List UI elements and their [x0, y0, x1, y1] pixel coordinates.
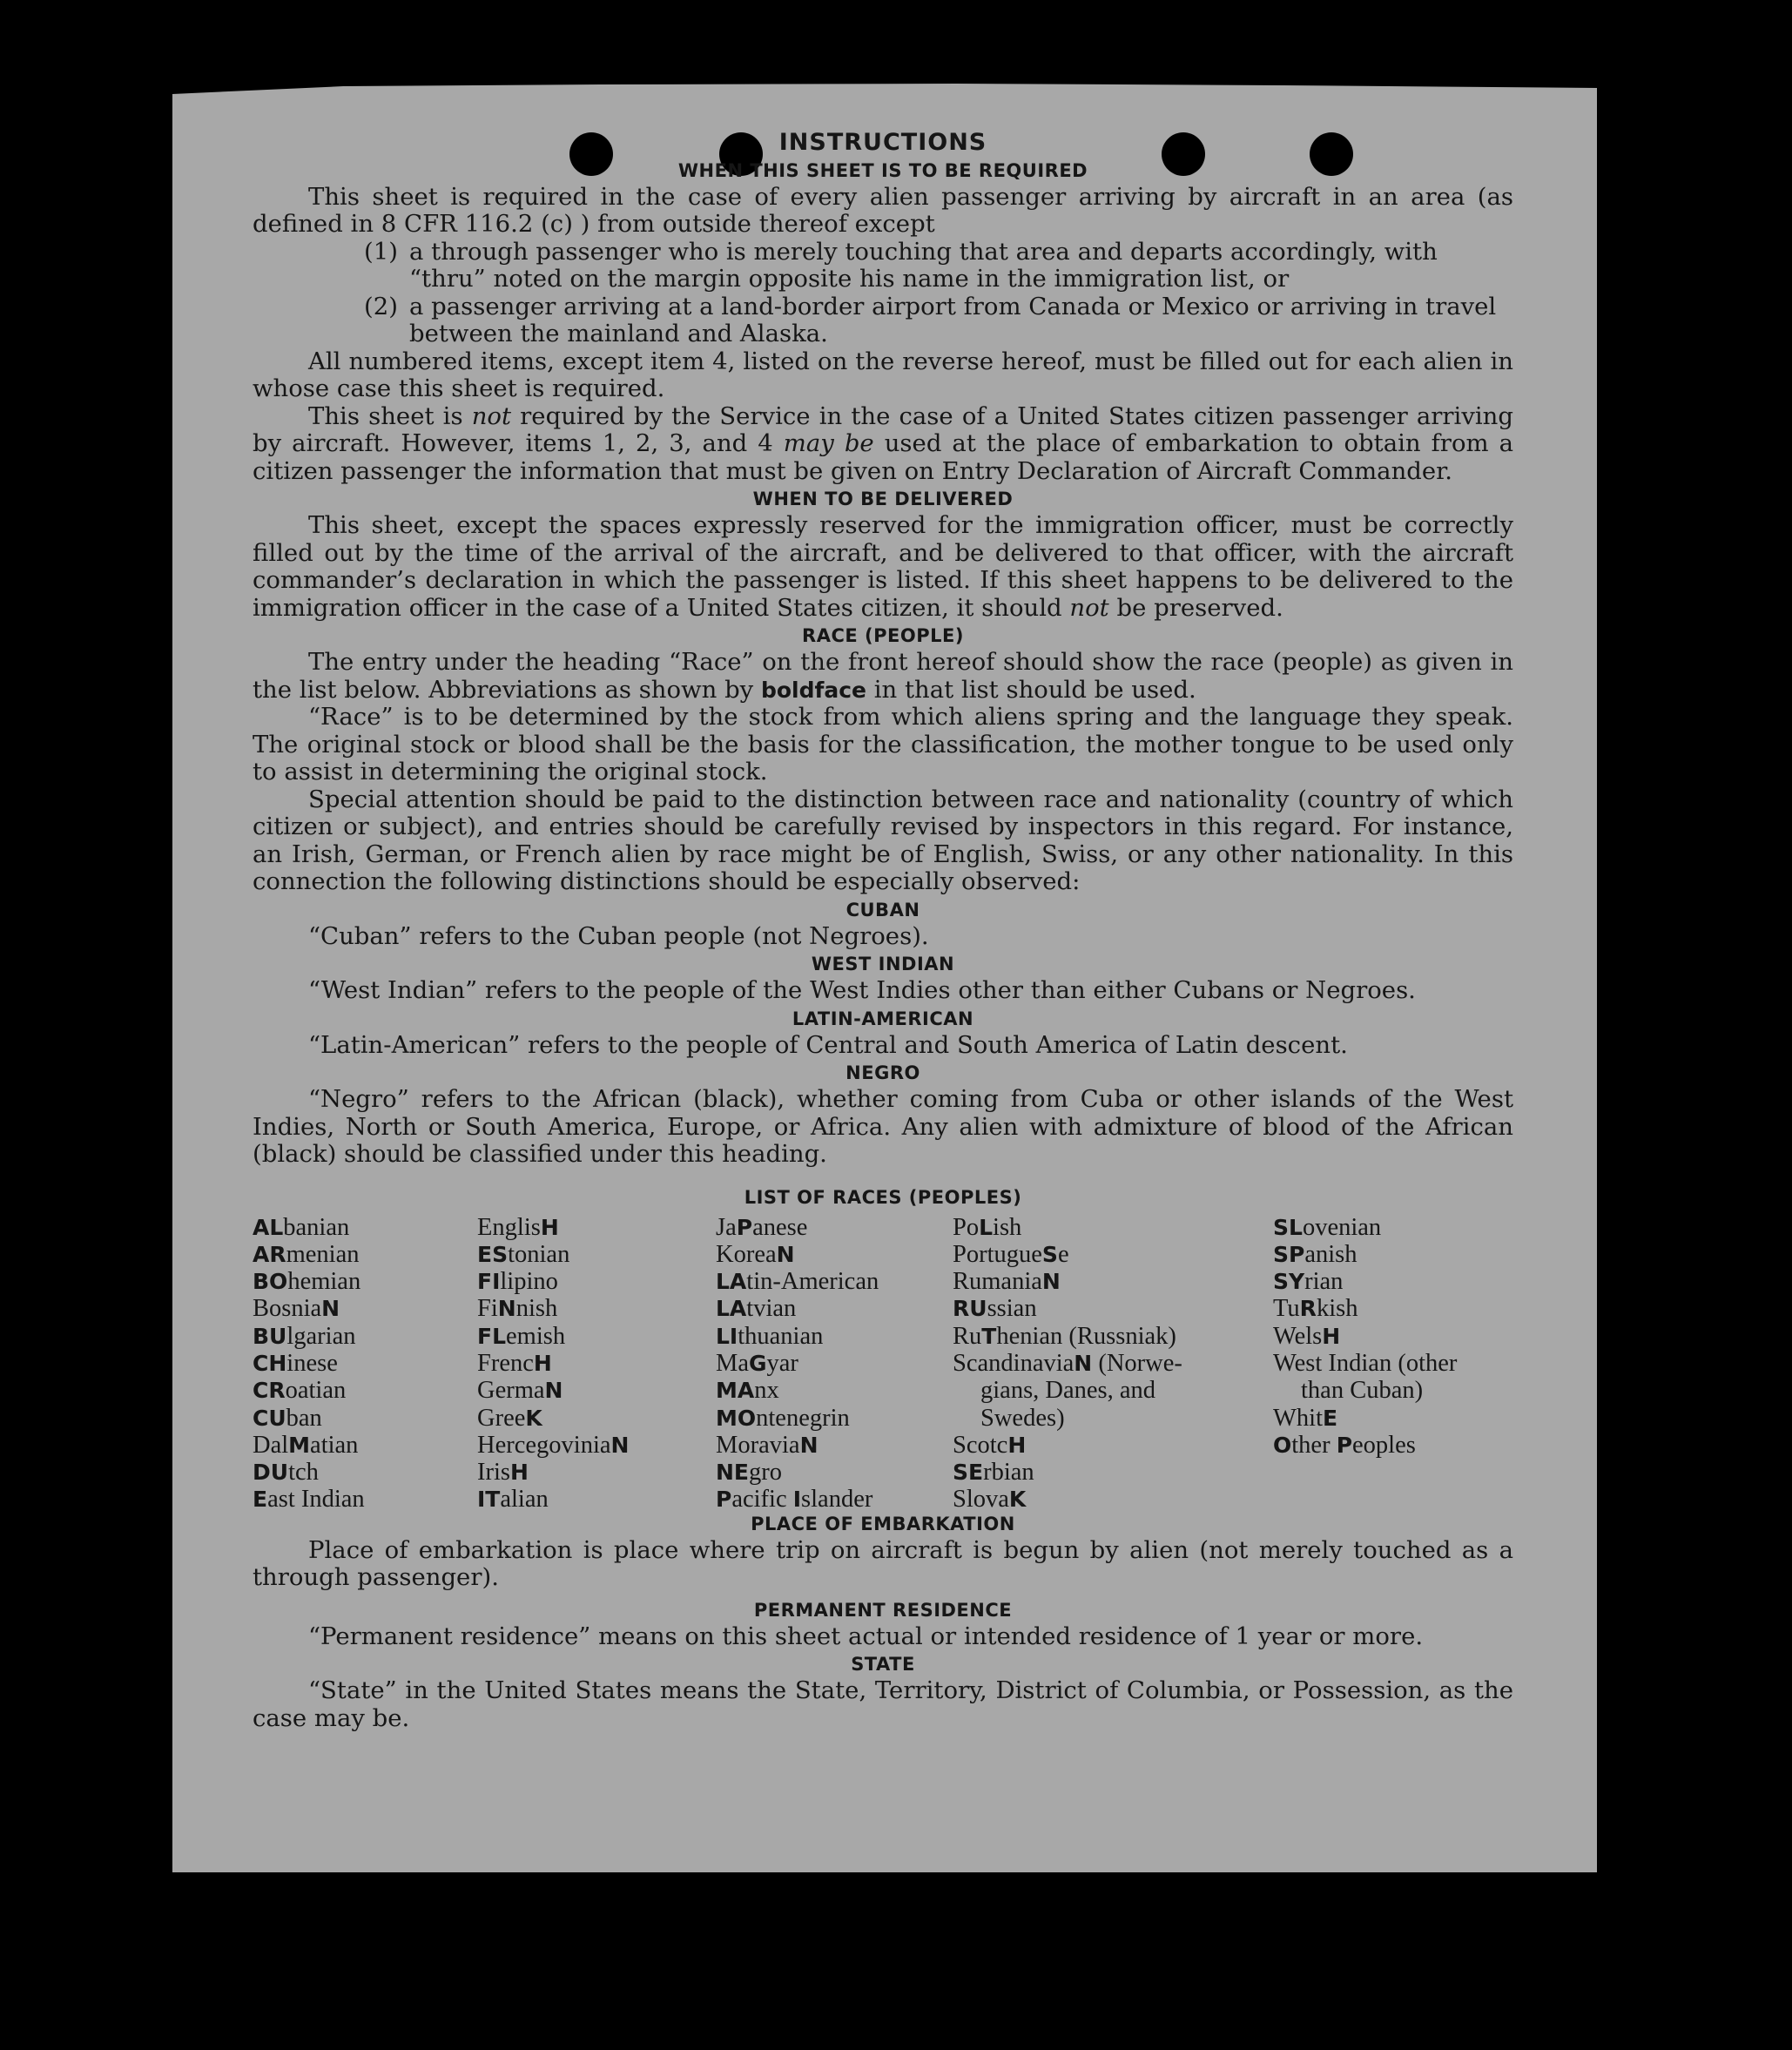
race-entry: JaPanese — [716, 1213, 808, 1241]
section-heading: CUBAN — [845, 899, 920, 920]
item-text: a through passenger who is merely touching that area and departs accordingly, with “thru” noted on the margin opposite his name in the immigration list, or — [409, 237, 1438, 293]
bold-word: boldface — [760, 677, 867, 703]
race-column — [716, 1214, 879, 1514]
race-entry: SLovenian — [1273, 1213, 1382, 1241]
race-entry: SErbian — [953, 1459, 1034, 1487]
paragraph: “Latin-American” refers to the people of Central and South America of Latin descent. — [308, 1030, 1348, 1059]
race-entry: RuThenian (Russniak) — [953, 1322, 1176, 1350]
race-entry: EStonian — [477, 1240, 570, 1268]
race-entry: LAtin-American — [716, 1268, 879, 1296]
paragraph: “West Indian” refers to the people of the West Indies other than either Cubans or Negroes. — [308, 976, 1416, 1004]
paragraph: “State” in the United States means the State, Territory, District of Columbia, or Possession, as the case may be. — [253, 1676, 1513, 1732]
race-entry: CRoatian — [253, 1377, 347, 1405]
item-number: (2) — [364, 292, 398, 320]
race-entry: WelsH — [1273, 1322, 1341, 1350]
race-entry: TuRkish — [1273, 1295, 1358, 1323]
text-run: in that list should be used. — [866, 675, 1196, 704]
race-entry: MoraviaN — [716, 1431, 819, 1459]
paragraph: Place of embarkation is place where trip on aircraft is begun by alien (not merely touched as a through passenger). — [253, 1535, 1513, 1591]
paragraph — [253, 649, 1513, 704]
race-entry: ARmenian — [253, 1240, 360, 1268]
race-column — [477, 1214, 629, 1514]
text-run: The entry under the heading “Race” on the front hereof should show the race (people) as given in the list below. Abbreviations as shown by — [253, 648, 1513, 704]
paragraph: This sheet is required in the case of every alien passenger arriving by aircraft in an area (as defined in 8 CFR 116.2 (c) ) from outside thereof except — [253, 182, 1513, 238]
section-heading: STATE — [851, 1654, 915, 1675]
paragraph — [253, 512, 1513, 622]
paragraph: “Negro” refers to the African (black), whether coming from Cuba or other islands of the West Indies, North or South America, Europe, or Africa. Any alien with admixture of blood of the African (black) should be classified under this heading. — [253, 1085, 1513, 1168]
race-entry: SYrian — [1273, 1268, 1344, 1296]
race-entry: FiNnish — [477, 1295, 558, 1323]
race-entry: ScotcH — [953, 1431, 1027, 1459]
text-run: required by the Service in the case of a United States citizen passenger arriving by aircraft. However, items 1, 2, 3, and 4 — [253, 401, 1513, 457]
text-run: be preserved. — [1108, 593, 1283, 622]
emphasis: not — [1069, 593, 1109, 622]
race-entry: ALbanian — [253, 1213, 350, 1241]
race-entry: West Indian (other — [1273, 1349, 1458, 1377]
race-entry: gians, Danes, and — [980, 1377, 1156, 1405]
section-heading: WHEN TO BE DELIVERED — [752, 489, 1014, 509]
race-entry: CHinese — [253, 1349, 338, 1377]
page-title: INSTRUCTIONS — [778, 129, 987, 156]
race-entry: SPanish — [1273, 1240, 1357, 1268]
race-entry: RUssian — [953, 1295, 1037, 1323]
race-entry: NEgro — [716, 1459, 783, 1487]
text-run: used at the place of embarkation to obtain from a citizen passenger the information that must be given on Entry Declaration of Aircraft Commander. — [253, 429, 1513, 485]
race-entry: than Cuban) — [1301, 1377, 1424, 1405]
section-heading: LATIN-AMERICAN — [792, 1008, 974, 1029]
race-entry: ScandinaviaN (Norwe- — [953, 1349, 1182, 1377]
section-heading: PERMANENT RESIDENCE — [753, 1599, 1013, 1621]
race-entry: FrencH — [477, 1349, 552, 1377]
paragraph — [253, 403, 1513, 486]
text-run: This sheet, except the spaces expressly reserved for the immigration officer, must be correctly filled out by the time of the arrival of the aircraft, and be delivered to that officer, with the aircraft commander’s declaration in which the passenger is listed. If this sheet happens to be delivered to the immigration officer in the case of a United States citizen, it should — [253, 511, 1513, 622]
text-run: This sheet is — [308, 401, 472, 430]
race-entry: Other Peoples — [1273, 1431, 1416, 1459]
exception-item — [253, 293, 1513, 348]
section-heading: WEST INDIAN — [811, 954, 955, 974]
race-entry: LIthuanian — [716, 1322, 824, 1350]
paragraph: “Race” is to be determined by the stock from which aliens spring and the language they speak. The original stock or blood shall be the basis for the classification, the mother tongue to be used only to assist in determining the original stock. — [253, 703, 1513, 786]
race-entry: BUlgarian — [253, 1322, 356, 1350]
race-entry: PortugueSe — [953, 1240, 1069, 1268]
race-entry: MOntenegrin — [716, 1404, 850, 1432]
section-heading: NEGRO — [845, 1062, 920, 1083]
race-entry: EnglisH — [477, 1213, 559, 1241]
race-entry: CUban — [253, 1404, 322, 1432]
race-entry: Pacific Islander — [716, 1486, 873, 1514]
emphasis: not — [471, 401, 512, 430]
race-entry: BOhemian — [253, 1268, 361, 1296]
item-text: a passenger arriving at a land-border airport from Canada or Mexico or arriving in travel between the mainland and Alaska. — [409, 292, 1497, 347]
race-column — [253, 1214, 365, 1514]
race-column — [1273, 1214, 1457, 1460]
exception-item — [253, 239, 1513, 293]
race-entry: GreeK — [477, 1404, 542, 1432]
race-entry: IrisH — [477, 1459, 529, 1487]
paragraph: Special attention should be paid to the distinction between race and nationality (country of which citizen or subject), and entries should be carefully revised by inspectors in this regard. For instance, an Irish, German, or French alien by race might be of English, Swiss, or any other nationality. In this connection the following distinctions should be especially observed: — [253, 785, 1513, 895]
race-entry: MAnx — [716, 1377, 779, 1405]
section-heading: RACE (PEOPLE) — [802, 625, 964, 646]
section-heading: LIST OF RACES (PEOPLES) — [744, 1186, 1022, 1208]
race-entry: LAtvian — [716, 1295, 797, 1323]
race-entry: GermaN — [477, 1377, 563, 1405]
race-entry: East Indian — [253, 1486, 365, 1514]
race-entry: MaGyar — [716, 1349, 798, 1377]
race-entry: PoLish — [953, 1213, 1022, 1241]
paragraph: “Cuban” refers to the Cuban people (not Negroes). — [308, 921, 929, 950]
race-entry: Swedes) — [980, 1404, 1065, 1432]
race-entry: KoreaN — [716, 1240, 795, 1268]
paragraph: “Permanent residence” means on this sheet actual or intended residence of 1 year or more. — [308, 1622, 1424, 1650]
race-entry: FIlipino — [477, 1268, 558, 1296]
race-entry: DalMatian — [253, 1431, 359, 1459]
race-entry: WhitE — [1273, 1404, 1338, 1432]
race-entry: SlovaK — [953, 1486, 1027, 1514]
race-entry: DUtch — [253, 1459, 319, 1487]
instructions-body — [253, 129, 1513, 1732]
item-number: (1) — [364, 237, 398, 266]
section-heading: WHEN THIS SHEET IS TO BE REQUIRED — [677, 159, 1088, 181]
emphasis: may be — [783, 429, 874, 457]
race-column — [953, 1214, 1182, 1514]
section-heading: PLACE OF EMBARKATION — [751, 1513, 1015, 1534]
race-entry: RumaniaN — [953, 1268, 1061, 1296]
race-entry: BosniaN — [253, 1295, 340, 1323]
race-entry: HercegoviniaN — [477, 1431, 630, 1459]
paragraph: All numbered items, except item 4, listed on the reverse hereof, must be filled out for each alien in whose case this sheet is required. — [253, 347, 1513, 402]
race-entry: ITalian — [477, 1486, 549, 1514]
race-list — [253, 1213, 1513, 1514]
race-entry: FLemish — [477, 1322, 566, 1350]
